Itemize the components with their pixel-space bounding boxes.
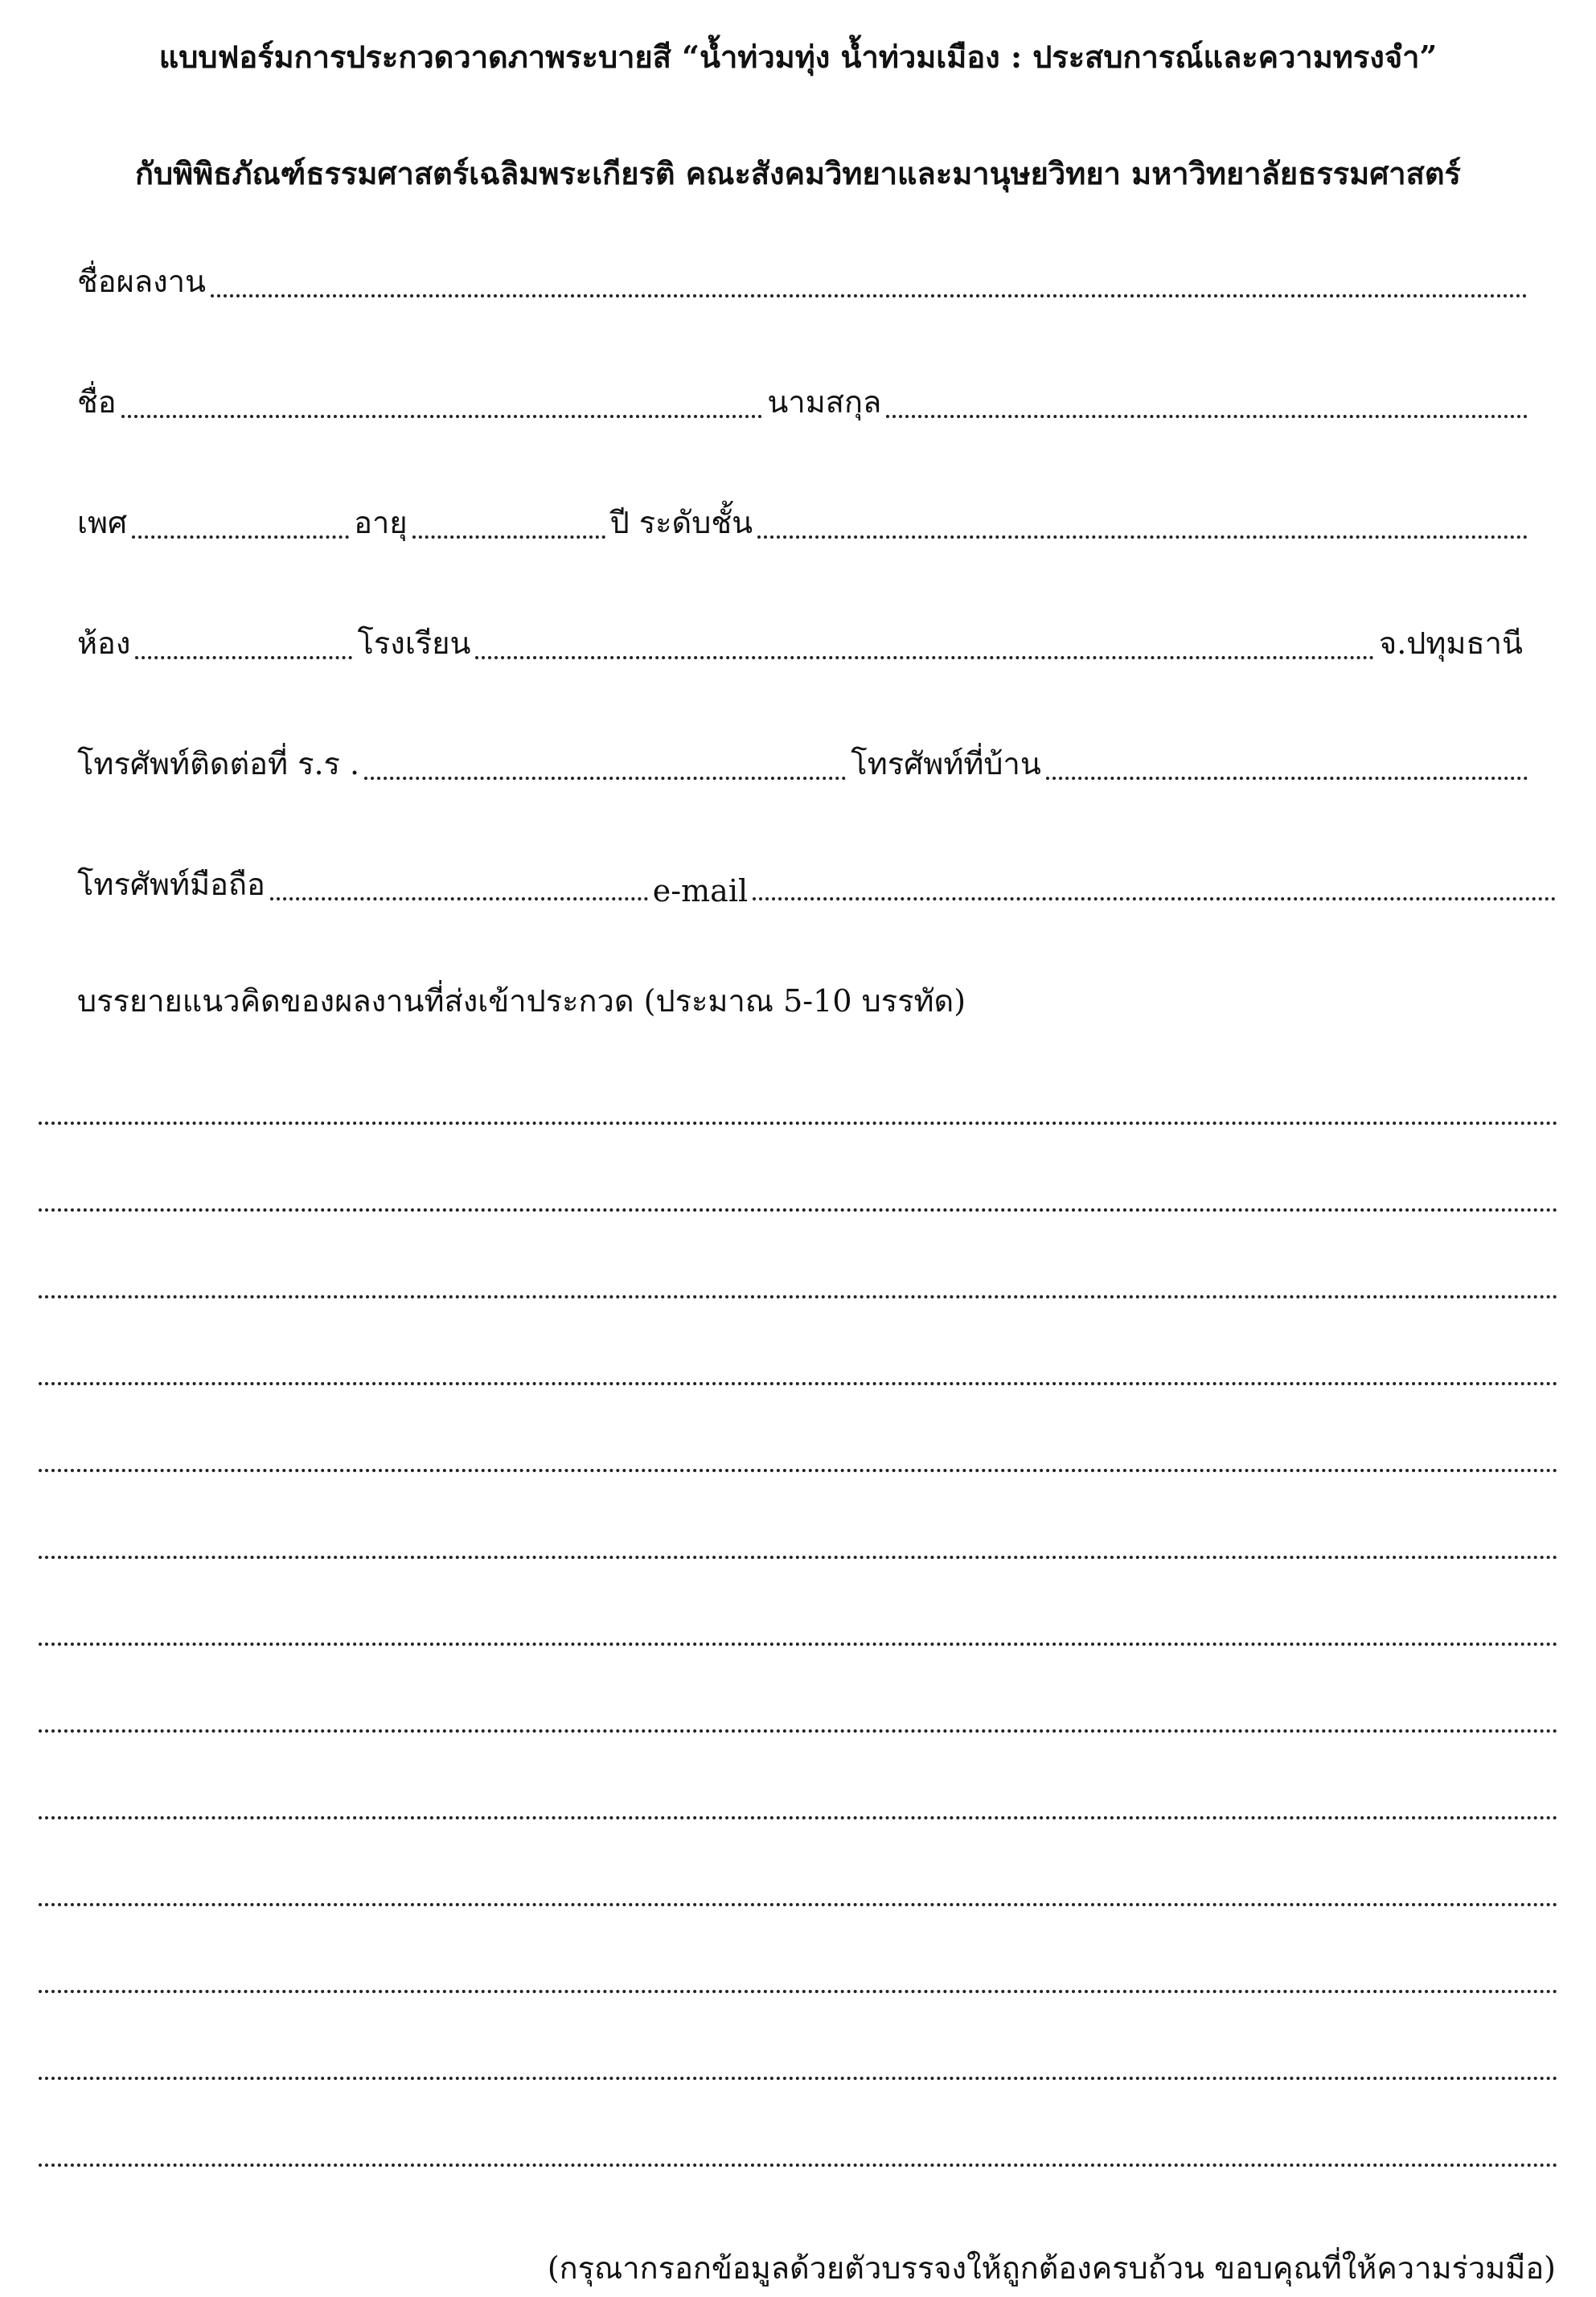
first-name-label: ชื่อ (77, 384, 117, 420)
concept-line[interactable] (39, 1903, 1558, 1906)
gender-age-row (72, 498, 1528, 547)
concept-line[interactable] (39, 1382, 1558, 1385)
gender-field[interactable] (132, 535, 349, 539)
grade-field[interactable] (757, 535, 1528, 539)
province-label: จ.ปทุมธานี (1378, 626, 1523, 661)
room-school-row (72, 619, 1528, 667)
mobile-label: โทรศัพท์มือถือ (77, 867, 265, 902)
concept-line[interactable] (39, 1990, 1558, 1993)
concept-line[interactable] (39, 1643, 1558, 1646)
email-label: e-mail (652, 873, 749, 909)
concept-line[interactable] (39, 1816, 1558, 1819)
footer-note: (กรุณากรอกข้อมูลด้วยตัวบรรจงให้ถูกต้องครบถ้วน ขอบคุณที่ให้ความร่วมมือ) (547, 2250, 1556, 2286)
work-name-field[interactable] (211, 294, 1528, 297)
concept-line[interactable] (39, 1295, 1558, 1298)
concept-line[interactable] (39, 1208, 1558, 1212)
gender-label: เพศ (77, 505, 128, 540)
work-name-row (72, 257, 1528, 306)
first-name-field[interactable] (121, 415, 763, 418)
school-phone-field[interactable] (364, 777, 846, 780)
mobile-email-row (72, 860, 1556, 909)
school-label: โรงเรียน (357, 626, 471, 661)
email-field[interactable] (753, 897, 1556, 900)
school-phone-label: โทรศัพท์ติดต่อที่ ร.ร . (77, 746, 360, 781)
age-label: อายุ (354, 505, 408, 540)
grade-label: ระดับชั้น (638, 505, 753, 540)
phone-row (72, 740, 1528, 788)
form-subtitle: กับพิพิธภัณฑ์ธรรมศาสตร์เฉลิมพระเกียรติ คณะสังคมวิทยาและมานุษยวิทยา มหาวิทยาลัยธรรมศาสตร์ (135, 155, 1461, 191)
concept-line[interactable] (39, 2164, 1558, 2167)
room-label: ห้อง (77, 626, 131, 661)
concept-line[interactable] (39, 2077, 1558, 2080)
work-name-label: ชื่อผลงาน (77, 264, 207, 299)
concept-label: บรรยายแนวคิดของผลงานที่ส่งเข้าประกวด (ประมาณ 5-10 บรรทัด) (77, 983, 966, 1019)
last-name-field[interactable] (886, 415, 1528, 418)
mobile-field[interactable] (270, 897, 648, 900)
home-phone-label: โทรศัพท์ที่บ้าน (851, 746, 1041, 781)
school-field[interactable] (475, 656, 1373, 659)
concept-line[interactable] (39, 1729, 1558, 1733)
age-field[interactable] (412, 535, 605, 539)
concept-line[interactable] (39, 1122, 1558, 1125)
year-label: ปี (609, 505, 630, 540)
concept-line[interactable] (39, 1469, 1558, 1472)
concept-line[interactable] (39, 1556, 1558, 1559)
name-row (72, 378, 1528, 426)
home-phone-field[interactable] (1046, 777, 1528, 780)
room-field[interactable] (135, 656, 352, 659)
form-title: แบบฟอร์มการประกวดวาดภาพระบายสี “น้ำท่วมทุ่ง น้ำท่วมเมือง : ประสบการณ์และความทรงจำ” (158, 39, 1438, 75)
last-name-label: นามสกุล (767, 384, 882, 420)
concept-row (72, 977, 1528, 1025)
